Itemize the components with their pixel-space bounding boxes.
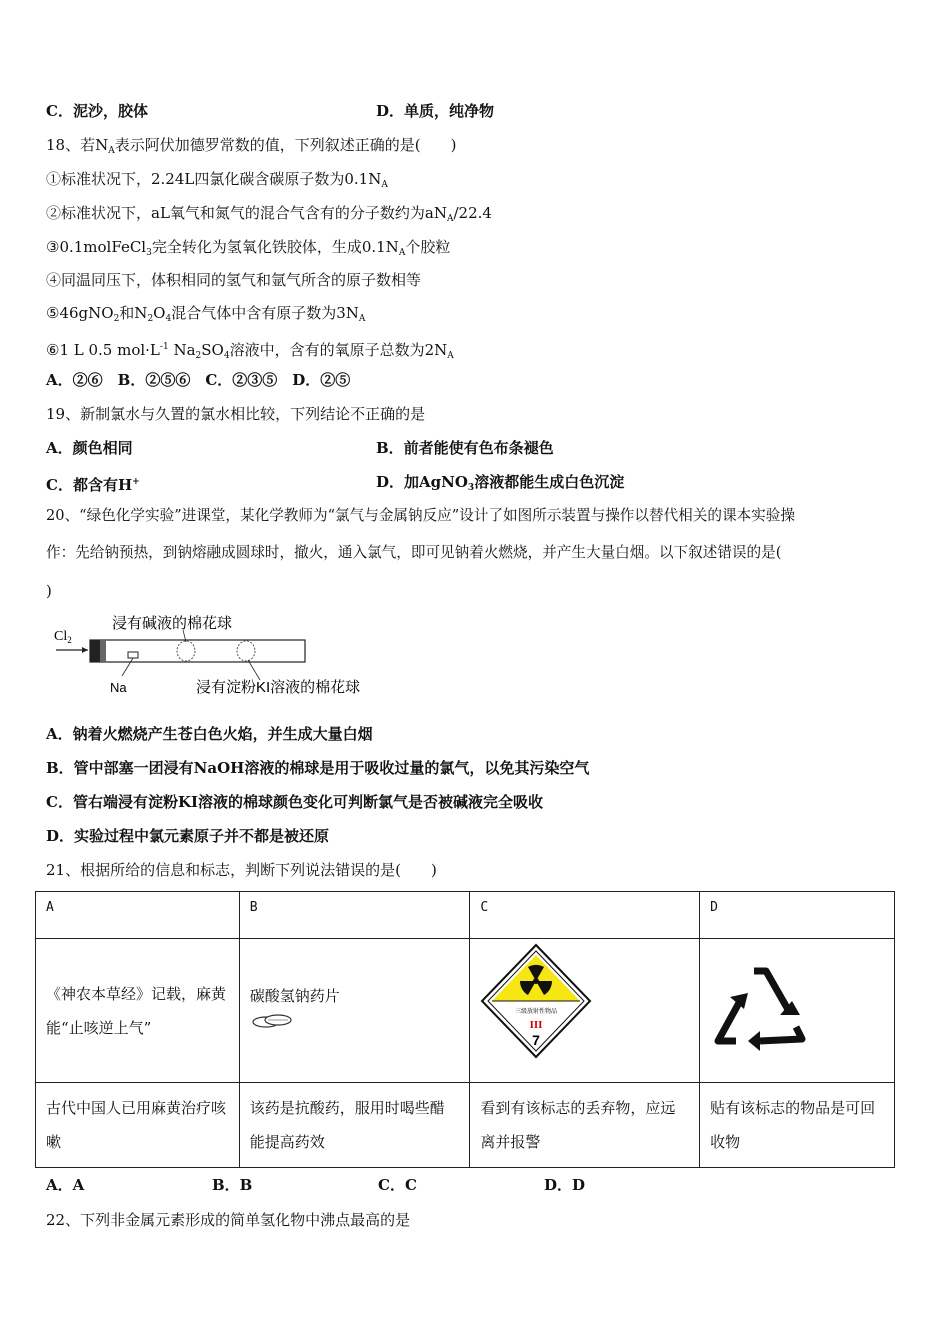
figure-cl2-label: $Cl_2$ (54, 629, 72, 645)
q20-option-c: C．管右端浸有淀粉KI溶液的棉球颜色变化可判断氯气是否被碱液完全吸收 (46, 793, 543, 811)
q21-stem: 21、根据所给的信息和标志，判断下列说法错误的是( ) (46, 861, 437, 879)
figure-label-alkali-cotton: 浸有碱液的棉花球 (112, 615, 233, 632)
q19-option-b: B．前者能使有色布条褪色 (376, 439, 554, 457)
q21-answer-c: C．C (378, 1176, 417, 1194)
header-cell: B (239, 892, 470, 939)
cotton-ball-ki (237, 641, 255, 661)
recycle-icon (710, 961, 810, 1057)
q20-option-a: A．钠着火燃烧产生苍白色火焰，并生成大量白烟 (46, 725, 373, 743)
conclusion-cell: 该药是抗酸药，服用时喝些醋能提高药效 (239, 1083, 470, 1168)
q19-option-c: C．都含有H+ (46, 476, 140, 494)
q18-statement-3: ③0.1molFeCl$_3$完全转化为氢氧化铁胶体，生成$0.1N_A$个胶粒 (46, 238, 451, 258)
q18-statement-6: ⑥1 L 0.5 $mol\cdot L^{-1}$ $Na_2SO_4$溶液中，含有的氧原子总数为$2N_A$ (46, 341, 454, 361)
conclusion-cell: 古代中国人已用麻黄治疗咳嗽 (36, 1083, 240, 1168)
q20-stem-line-1: 20、“绿色化学实验”进课堂，某化学教师为“氯气与金属钠反应”设计了如图所示装置与操作以替代相关的课本实验操 (46, 507, 795, 524)
q22-stem: 22、下列非金属元素形成的简单氢化物中沸点最高的是 (46, 1211, 411, 1229)
leader-line-na (122, 658, 133, 676)
glass-tube (90, 640, 305, 662)
q21-answer-a: A．A (46, 1176, 85, 1194)
q20-option-b: B．管中部塞一团浸有NaOH溶液的棉球是用于吸收过量的氯气，以免其污染空气 (46, 759, 590, 777)
cotton-ball-base (177, 641, 195, 661)
q18-statement-1: ①标准状况下，2.24L四氯化碳含碳原子数为$0.1N_A$ (46, 170, 388, 190)
q20-stem-line-3: ) (46, 582, 52, 600)
svg-text:III: III (529, 1019, 543, 1031)
leader-line-bottom (248, 660, 260, 680)
svg-text:7: 7 (532, 1032, 541, 1048)
q21-answer-options (46, 1175, 585, 1195)
table-header-row (36, 892, 895, 939)
q20-option-d: D．实验过程中氯元素原子并不都是被还原 (46, 827, 330, 845)
q19-stem: 19、新制氯水与久置的氯水相比较，下列结论不正确的是 (46, 405, 426, 423)
q21-table (35, 891, 895, 1168)
tube-stopper (90, 640, 100, 662)
q19-option-a: A．颜色相同 (46, 439, 133, 457)
q18-stem: 18、若$N_A$表示阿伏加德罗常数的值，下列叙述正确的是( ) (46, 136, 457, 156)
header-cell: D (700, 892, 895, 939)
svg-text:三级放射性物品: 三级放射性物品 (515, 1008, 558, 1015)
q17-options (46, 101, 495, 121)
sodium-piece (128, 652, 138, 658)
arrow-head-icon (82, 647, 88, 653)
q20-stem-line-2: 作：先给钠预热，到钠熔融成圆球时，撤火，通入氯气，即可见钠着火燃烧，并产生大量白烟。以下叙述错误的是( (46, 544, 782, 561)
q19-options-ab (46, 438, 554, 458)
figure-label-na: Na (110, 680, 127, 695)
radioactive-sign-icon (480, 943, 592, 1059)
cell-radioactive-sign (470, 939, 700, 1083)
q17-option-c: C．泥沙，胶体 (46, 102, 148, 120)
q18-statement-2: ②标准状况下，aL氧气和氮气的混合气含有的分子数约为$aN_A/22.4$ (46, 204, 492, 224)
q21-answer-d: D．D (544, 1176, 586, 1194)
apparatus-figure (50, 610, 380, 700)
q18-statement-4: ④同温同压下，体积相同的氢气和氩气所含的原子数相等 (46, 271, 422, 289)
q18-statement-5: ⑤46gNO$_2$和$N_2O_4$混合气体中含有原子数为$3N_A$ (46, 304, 366, 324)
table-conclusion-row (36, 1083, 895, 1168)
q19-option-d: D．加AgNO$_3$溶液都能生成白色沉淀 (376, 473, 625, 493)
cell-baking-soda: 碳酸氢钠药片 (239, 939, 470, 1083)
table-content-row (36, 939, 895, 1083)
figure-label-ki-cotton: 浸有淀粉KI溶液的棉花球 (196, 679, 361, 696)
cell-recycle-sign (700, 939, 895, 1083)
q21-answer-b: B．B (212, 1176, 253, 1194)
q18-options: A．②⑥ B．②⑤⑥ C．②③⑤ D．②⑤ (46, 371, 351, 389)
header-cell: A (36, 892, 240, 939)
q19-options-cd (46, 472, 625, 495)
conclusion-cell: 贴有该标志的物品是可回收物 (700, 1083, 895, 1168)
pill-icon (250, 1010, 294, 1032)
tube-stopper-edge (100, 640, 106, 662)
q17-option-d: D．单质，纯净物 (376, 102, 495, 120)
conclusion-cell: 看到有该标志的丢弃物，应远离并报警 (470, 1083, 700, 1168)
header-cell: C (470, 892, 700, 939)
cell-shennong: 《神农本草经》记载，麻黄能“止咳逆上气” (36, 939, 240, 1083)
